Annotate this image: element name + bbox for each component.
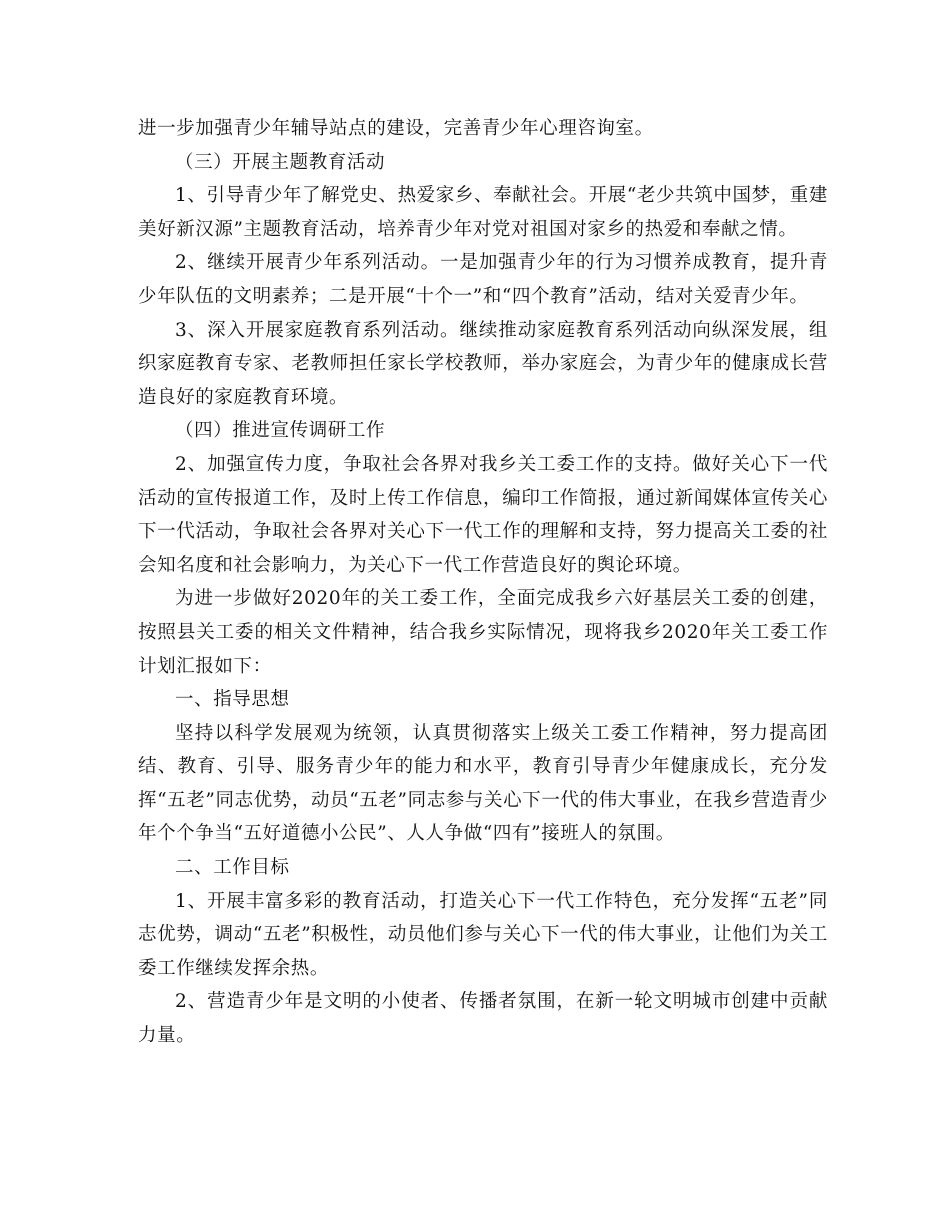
- paragraph: 1、开展丰富多彩的教育活动，打造关心下一代工作特色，充分发挥“五老”同志优势，调动“五老”积极性，动员他们参与关心下一代的伟大事业，让他们为关工委工作继续发挥余热。: [138, 890, 828, 979]
- section-heading-guiding-thought: 一、指导思想: [175, 689, 290, 711]
- paragraph: 2、加强宣传力度，争取社会各界对我乡关工委工作的支持。做好关心下一代活动的宣传报道工作，及时上传工作信息，编印工作简报，通过新闻媒体宣传关心下一代活动，争取社会各界对关心下一代工作的理解和支持，努力提高关工委的社会知名度和社会影响力，为关心下一代工作营造良好的舆论环境。: [138, 453, 828, 576]
- paragraph: 3、深入开展家庭教育系列活动。继续推动家庭教育系列活动向纵深发展，组织家庭教育专家、老教师担任家长学校教师，举办家庭会，为青少年的健康成长营造良好的家庭教育环境。: [138, 319, 828, 408]
- document-body: [138, 112, 828, 1053]
- paragraph-continuation: 进一步加强青少年辅导站点的建设，完善青少年心理咨询室。: [138, 118, 654, 139]
- paragraph: 为进一步做好2020年的关工委工作，全面完成我乡六好基层关工委的创建，按照县关工委的相关文件精神，结合我乡实际情况，现将我乡2020年关工委工作计划汇报如下：: [138, 588, 828, 677]
- section-heading-4: （四）推进宣传调研工作: [175, 420, 386, 442]
- paragraph: 1、引导青少年了解党史、热爱家乡、奉献社会。开展“老少共筑中国梦，重建美好新汉源”主题教育活动，培养青少年对党对祖国对家乡的热爱和奉献之情。: [138, 185, 828, 240]
- paragraph: 2、营造青少年是文明的小使者、传播者氛围，在新一轮文明城市创建中贡献力量。: [138, 991, 828, 1047]
- section-heading-3: （三）开展主题教育活动: [175, 151, 386, 173]
- section-heading-work-goals: 二、工作目标: [175, 857, 290, 879]
- paragraph: 坚持以科学发展观为统领，认真贯彻落实上级关工委工作精神，努力提高团结、教育、引导、服务青少年的能力和水平，教育引导青少年健康成长，充分发挥“五老”同志优势，动员“五老”同志参与关心下一代的伟大事业，在我乡营造青少年个个争当“五好道德小公民”、人人争做“四有”接班人的氛围。: [138, 722, 828, 845]
- paragraph: 2、继续开展青少年系列活动。一是加强青少年的行为习惯养成教育，提升青少年队伍的文明素养；二是开展“十个一”和“四个教育”活动，结对关爱青少年。: [138, 252, 828, 307]
